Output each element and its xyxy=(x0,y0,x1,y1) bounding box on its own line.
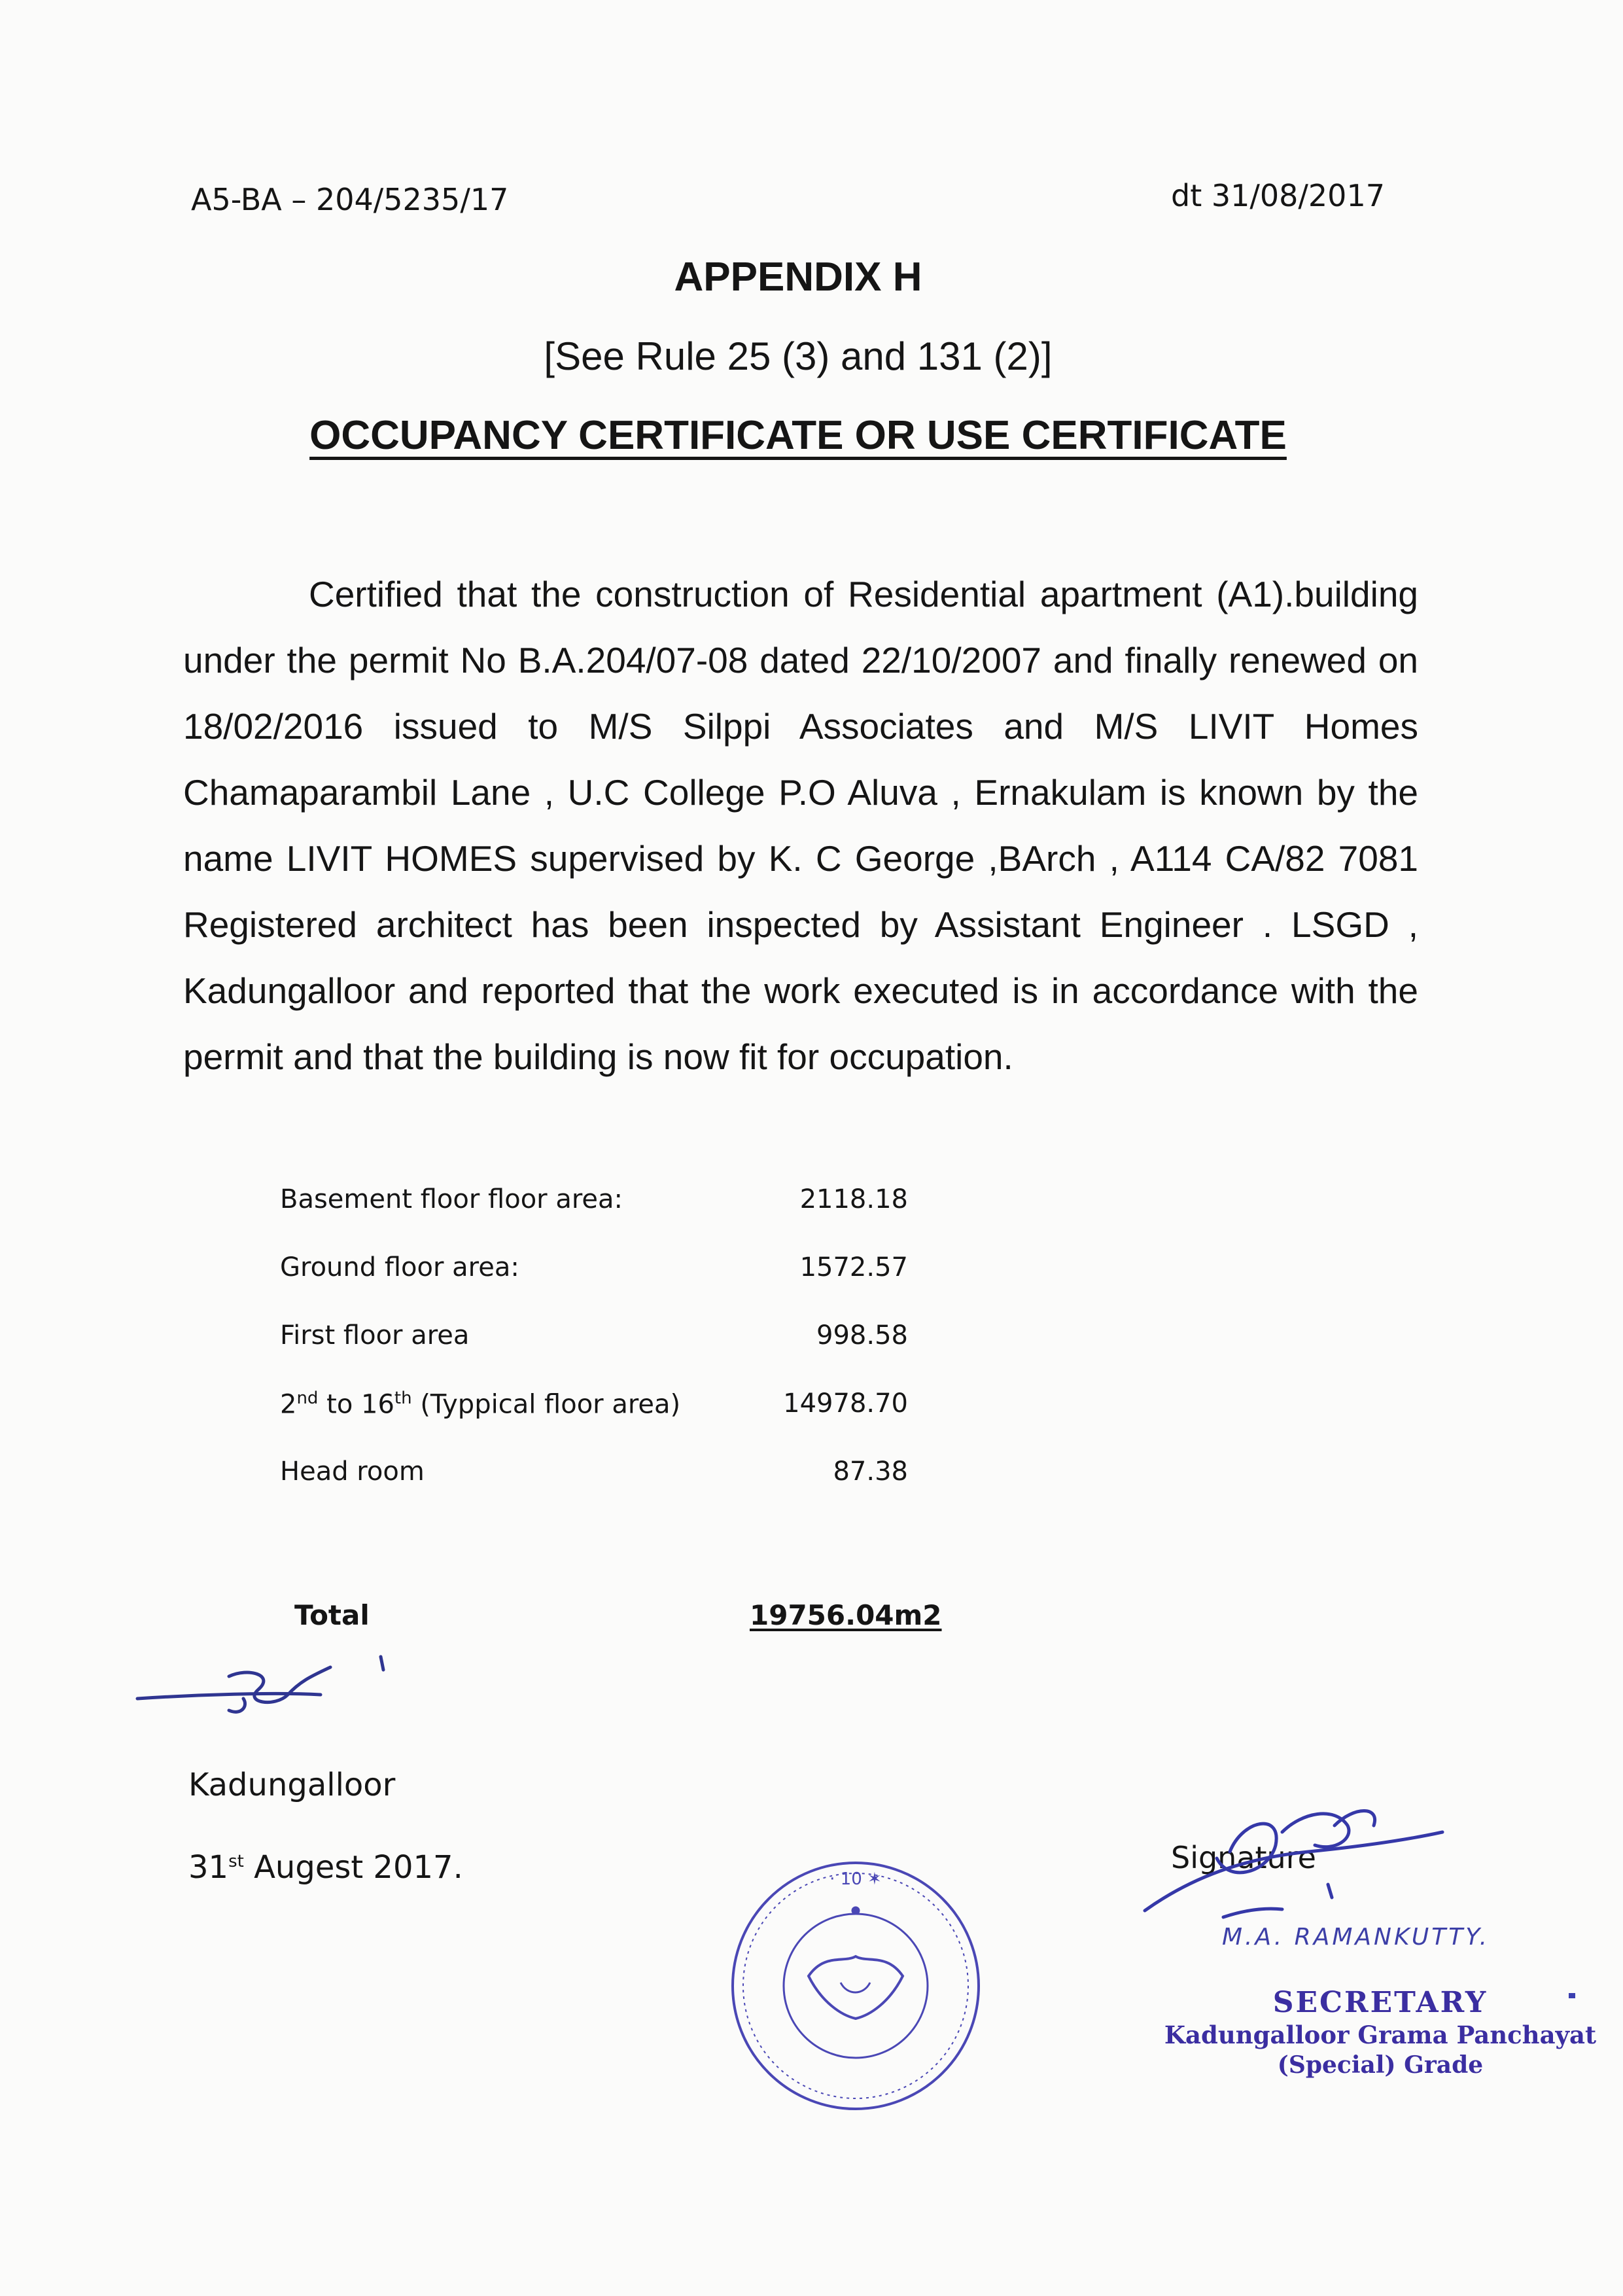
stamp-secretary: SECRETARY xyxy=(1272,1986,1488,2019)
place: Kadungalloor xyxy=(188,1767,396,1803)
certificate-title: OCCUPANCY CERTIFICATE OR USE CERTIFICATE xyxy=(309,413,1287,458)
rule-reference: [See Rule 25 (3) and 131 (2)] xyxy=(544,334,1053,378)
area-value: 14978.70 xyxy=(783,1388,908,1419)
certificate-date: 31st Augest 2017. xyxy=(188,1849,463,1886)
area-value: 2118.18 xyxy=(799,1184,908,1214)
stray-marks xyxy=(1569,1993,1575,1998)
issue-date: dt 31/08/2017 xyxy=(1171,178,1385,213)
certification-paragraph: Certified that the construction of Residential apartment (A1).building under the permit No B.A.204/07-08 dated 22/10/2007 and finally renewed on 18/02/2016 issued to M/S Silppi Associates and M/S LIVIT Homes Chamaparambil Lane , U.C College P.O Aluva , Ernakulam is known by the name LIVIT HOMES supervised by K. C George ,BArch , A114 CA/82 7081 Registered architect has been inspected by Assistant Engineer . LSGD , Kadungalloor and reported that the work executed is in accordance with the permit and that the building is now fit for occupation. xyxy=(183,574,1418,1077)
area-label: Ground floor area: xyxy=(280,1252,519,1282)
stamp-panchayat: Kadungalloor Grama Panchayat xyxy=(1164,2021,1597,2049)
area-label: Basement floor floor area: xyxy=(280,1184,623,1214)
area-value: 1572.57 xyxy=(799,1252,908,1282)
signature-label: Signature xyxy=(1171,1840,1316,1875)
stamp-grade: (Special) Grade xyxy=(1277,2051,1484,2079)
reference-number: A5-BA – 204/5235/17 xyxy=(191,182,509,217)
area-label: 2nd to 16th (Typpical floor area) xyxy=(280,1388,681,1420)
handwritten-name: M.A. RAMANKUTTY. xyxy=(1222,1924,1490,1951)
area-value: 998.58 xyxy=(816,1320,908,1351)
area-label: First floor area xyxy=(280,1320,470,1351)
area-value: 87.38 xyxy=(833,1457,908,1487)
appendix-heading: APPENDIX H xyxy=(674,255,922,300)
secretary-signature xyxy=(1145,1811,1442,1918)
total-value: 19756.04m2 xyxy=(750,1599,942,1631)
svg-text:· 10 ✶: · 10 ✶ xyxy=(829,1869,882,1889)
panchayat-seal xyxy=(733,1863,979,2109)
initials-signature xyxy=(137,1657,383,1712)
total-label: Total xyxy=(294,1599,370,1631)
area-label: Head room xyxy=(280,1457,425,1487)
